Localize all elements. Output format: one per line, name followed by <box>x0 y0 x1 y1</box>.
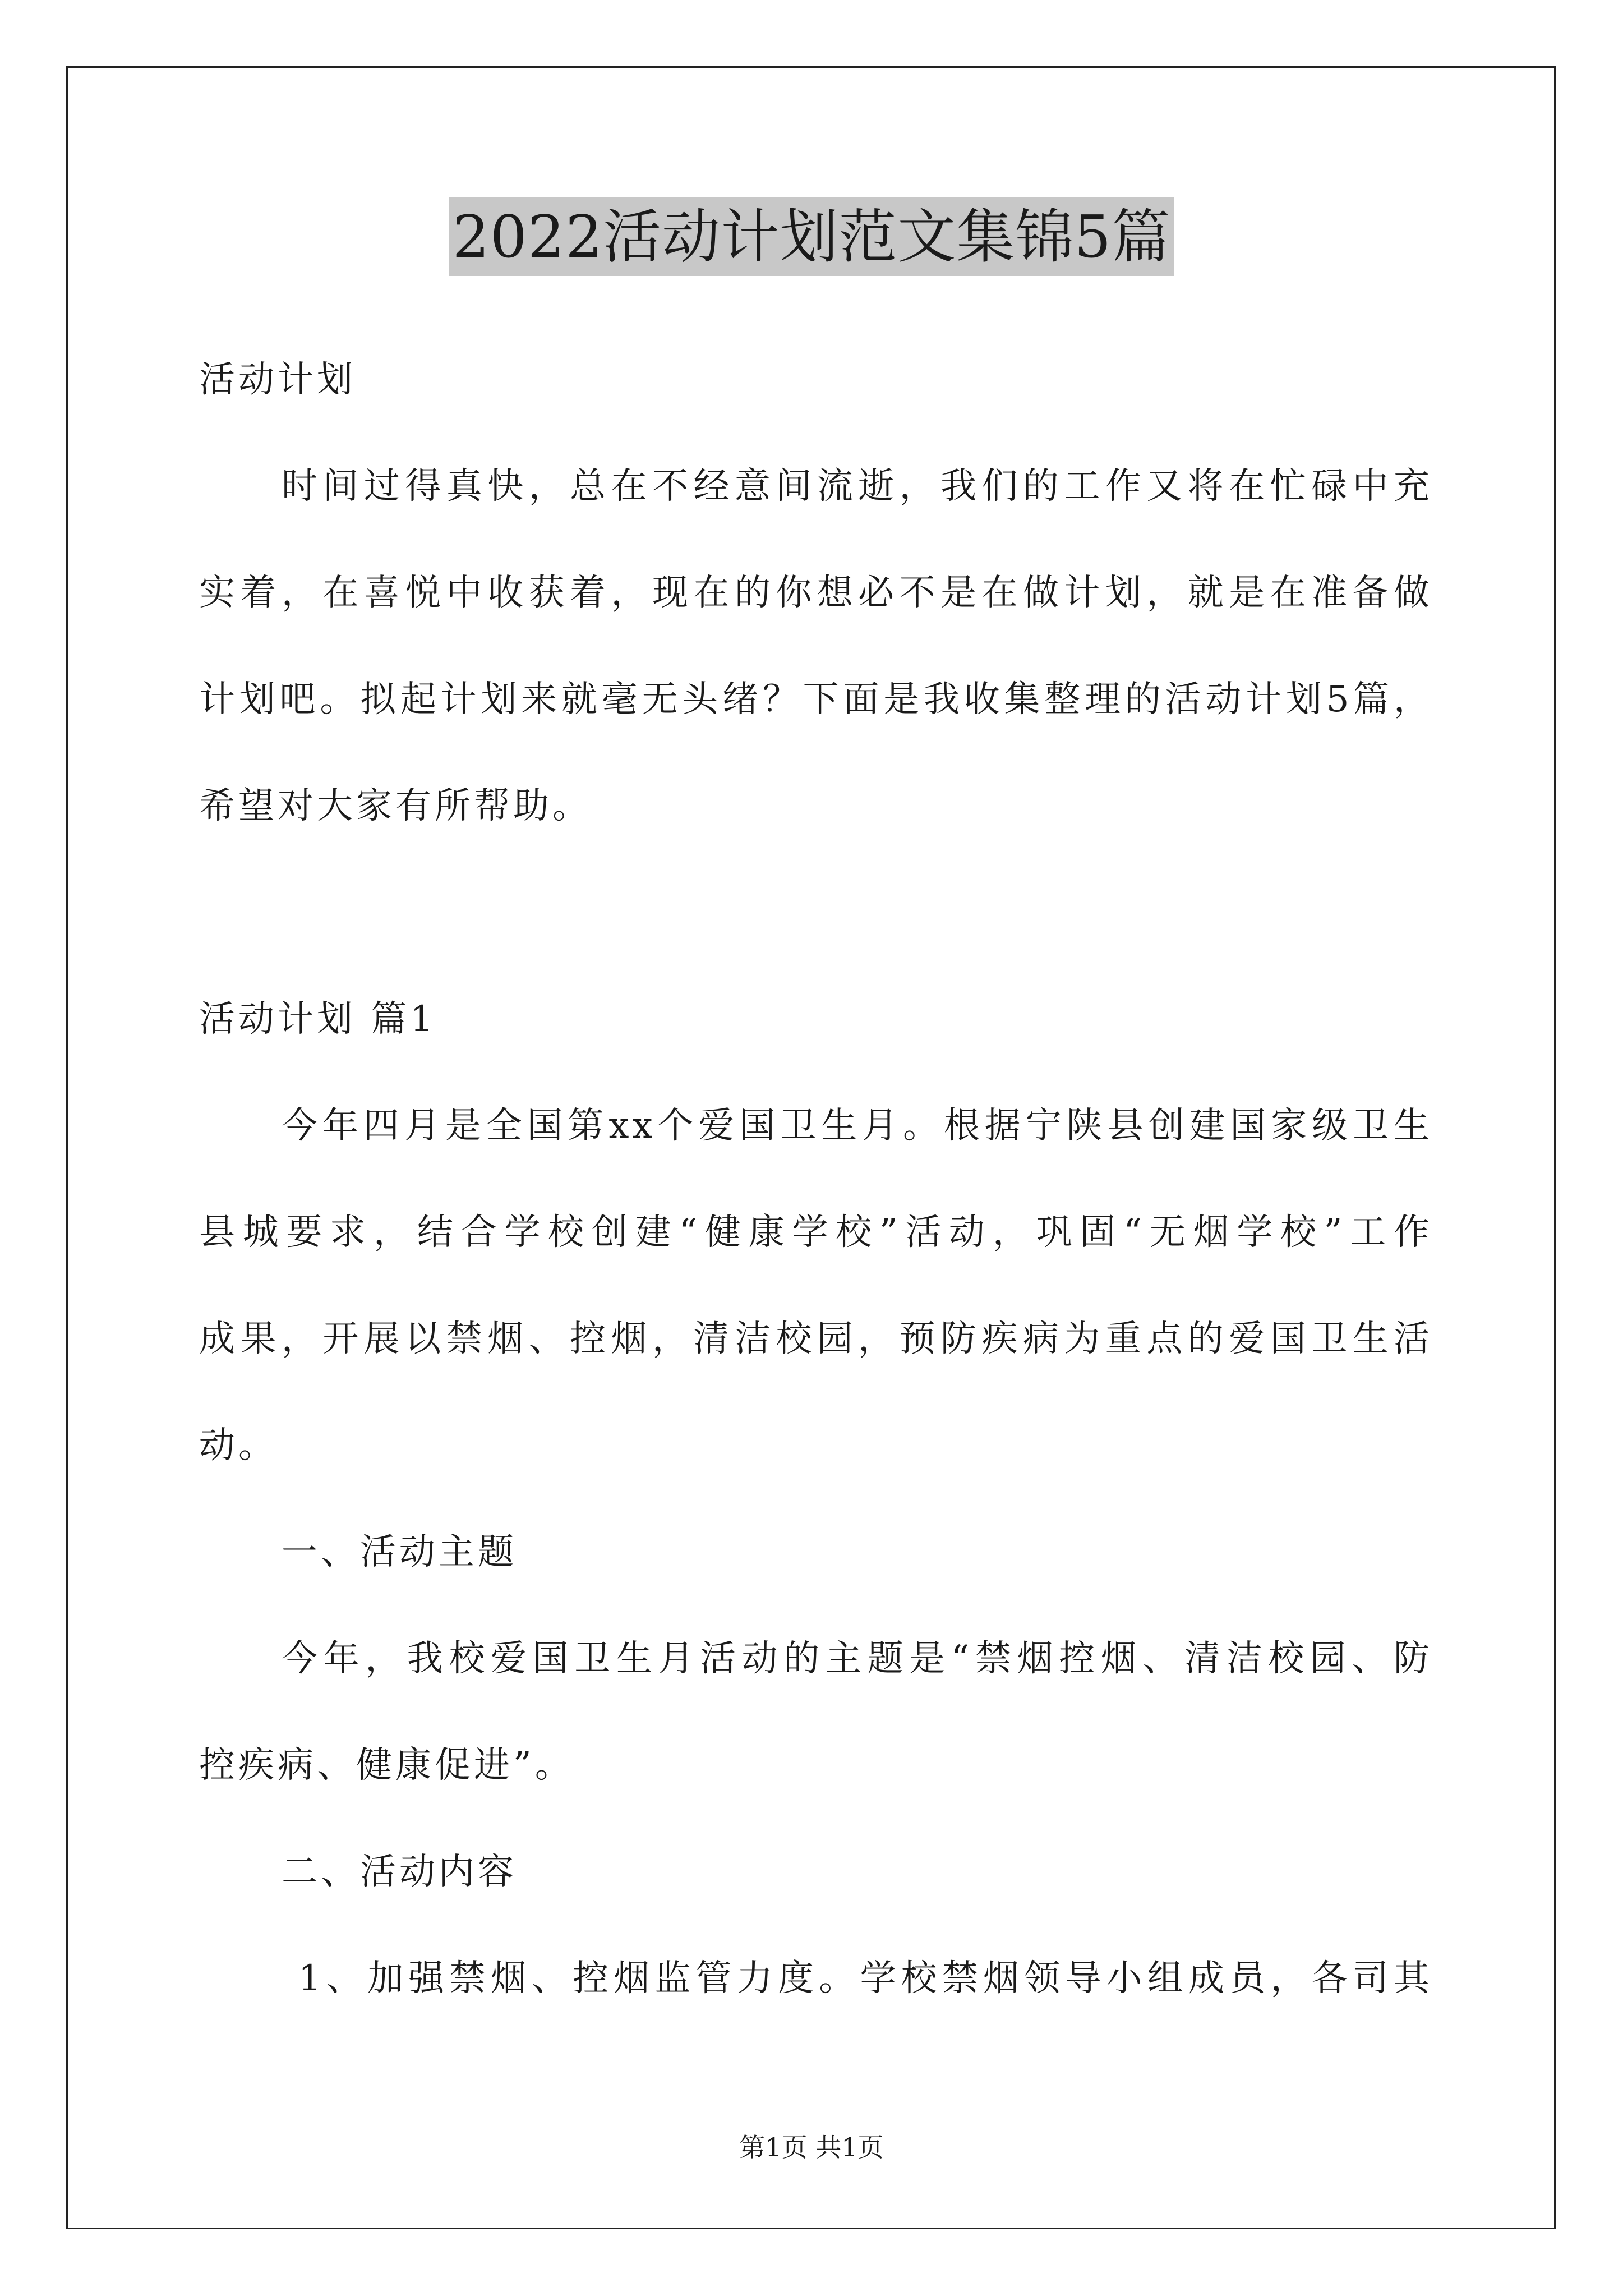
title-wrap <box>0 197 1623 276</box>
paragraph-line: 动。 <box>199 1425 278 1466</box>
paragraph-line: 县城要求，结合学校创建“健康学校”活动，巩固“无烟学校”工作 <box>199 1212 1433 1253</box>
section-heading: 活动计划 <box>199 359 356 401</box>
subheading: 二、活动内容 <box>282 1851 517 1893</box>
paragraph-line: 希望对大家有所帮助。 <box>199 785 592 827</box>
paragraph-line: 时间过得真快，总在不经意间流逝，我们的工作又将在忙碌中充 <box>282 466 1433 507</box>
paragraph-line: 1、加强禁烟、控烟监管力度。学校禁烟领导小组成员，各司其 <box>298 1958 1433 1999</box>
paragraph-line: 控疾病、健康促进”。 <box>199 1745 574 1786</box>
page-footer: 第1页 共1页 <box>739 2132 884 2162</box>
paragraph-line: 今年四月是全国第xx个爱国卫生月。根据宁陕县创建国家级卫生 <box>282 1105 1433 1147</box>
paragraph-line: 计划吧。拟起计划来就毫无头绪？下面是我收集整理的活动计划5篇， <box>199 679 1433 720</box>
section-heading: 活动计划 篇1 <box>199 999 437 1040</box>
paragraph-line: 今年，我校爱国卫生月活动的主题是“禁烟控烟、清洁校园、防 <box>282 1638 1433 1680</box>
document-title: 2022活动计划范文集锦5篇 <box>449 197 1174 276</box>
paragraph-line: 实着，在喜悦中收获着，现在的你想必不是在做计划，就是在准备做 <box>199 572 1433 614</box>
paragraph-line: 成果，开展以禁烟、控烟，清洁校园，预防疾病为重点的爱国卫生活 <box>199 1318 1433 1360</box>
subheading: 一、活动主题 <box>282 1531 517 1573</box>
